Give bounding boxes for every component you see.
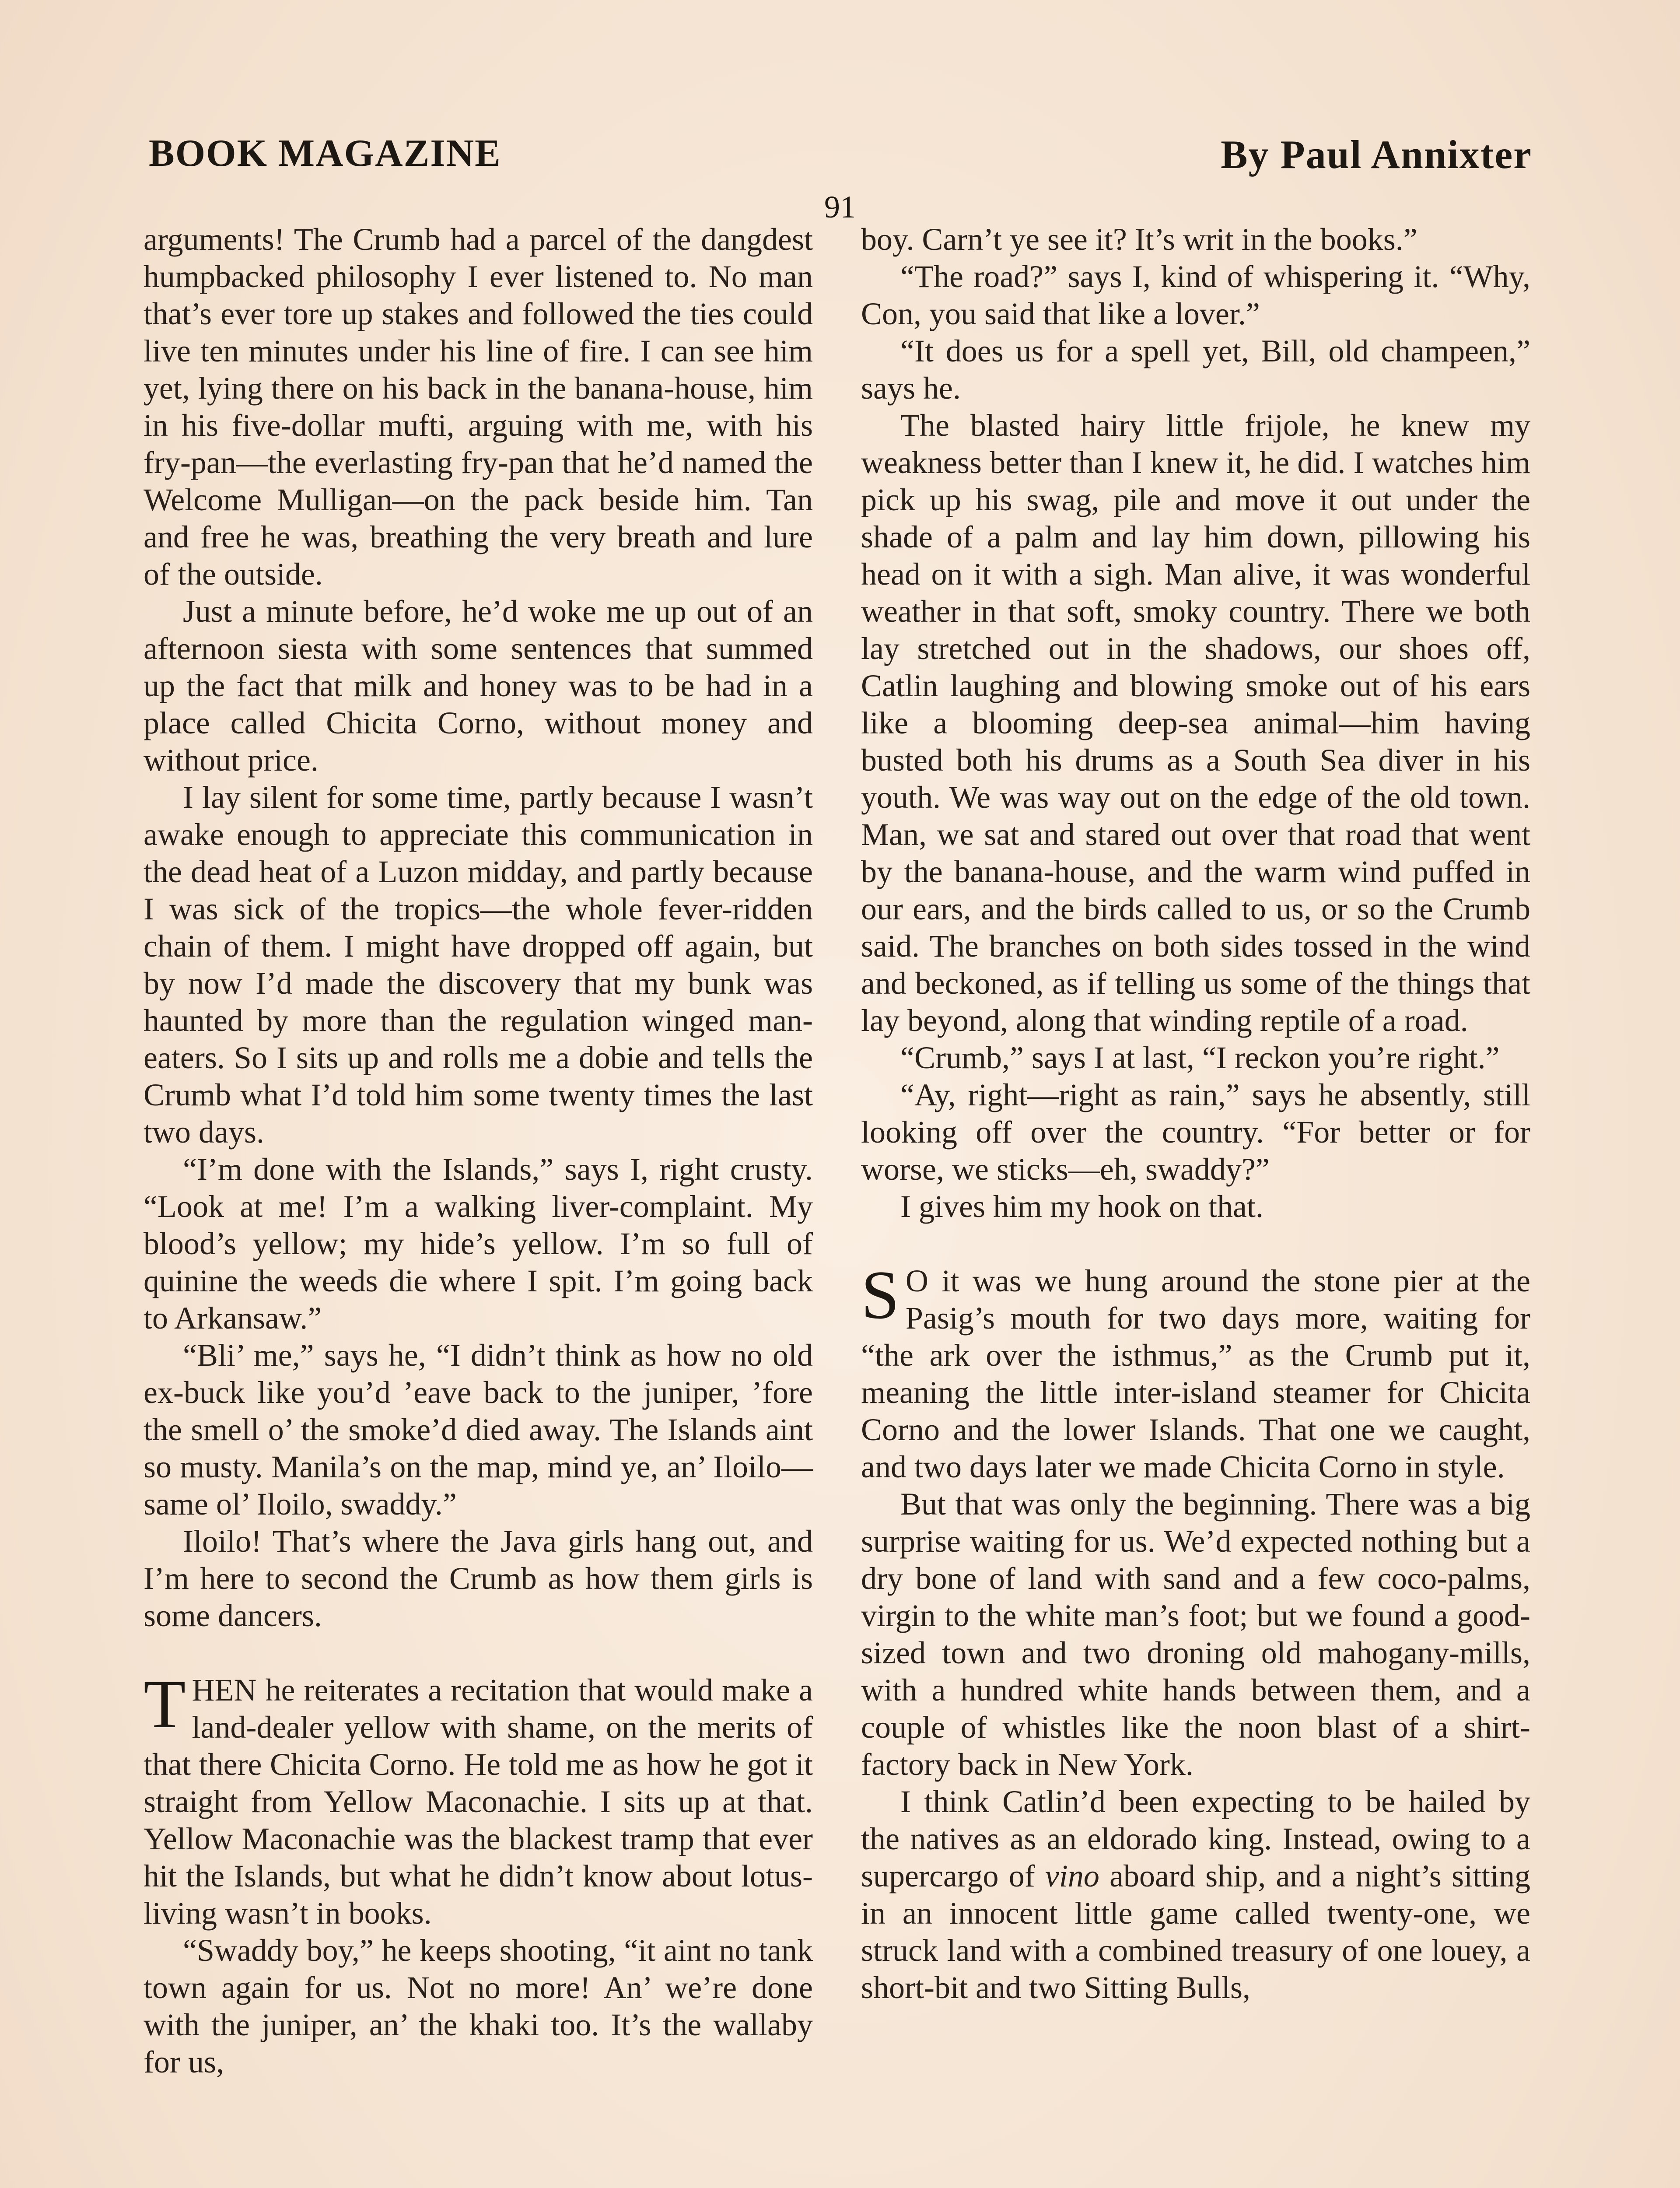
left-column [144, 221, 813, 2081]
paragraph-text: O it was we hung around the stone pier at the Pasig’s mouth for two days more, waiting for “the ark over the isthmus,” as the Crumb put it, meaning the little inter-island steamer for Chicita Corno and the lower Islands. That one we caught, and two days later we made Chicita Corno in style. [861, 1263, 1530, 1484]
paragraph-text: I think Catlin’d been expecting to be hailed by the natives as an eldorado king. Instead, owing to a supercargo of [861, 1784, 1530, 1893]
drop-cap: T [144, 1666, 186, 1743]
paragraph: “The road?” says I, kind of whispering it. “Why, Con, you said that like a lover.” [861, 259, 1530, 331]
paragraph: “I’m done with the Islands,” says I, right crusty. “Look at me! I’m a walking liver-complaint. My blood’s yellow; my hide’s yellow. I’m so full of quinine the weeds die where I spit. I’m going back to Arkansaw.” [144, 1152, 813, 1336]
paragraph: “Swaddy boy,” he keeps shooting, “it aint no tank town again for us. Not no more! An’ we’re done with the juniper, an’ the khaki too. It’s the wallaby for us, [144, 1933, 813, 2079]
paragraph-text: aboard ship, and a night’s sitting in an innocent little game called twenty-one, we struck land with a combined treasury of one louey, a short-bit and two Sitting Bulls, [861, 1858, 1530, 2005]
paragraph: “Ay, right—right as rain,” says he absently, still looking off over the country. “For better or for worse, we sticks—eh, swaddy?” [861, 1077, 1530, 1187]
paragraph: Just a minute before, he’d woke me up out of an afternoon siesta with some sentences that summed up the fact that milk and honey was to be had in a place called Chicita Corno, without money and without price. [144, 594, 813, 778]
page-number: 91 [824, 189, 856, 224]
paragraph [861, 1783, 1530, 2006]
paragraph: “Crumb,” says I at last, “I reckon you’re right.” [900, 1040, 1500, 1075]
paragraph-text: HEN he reiterates a recitation that would make a land-dealer yellow with shame, on the merits of that there Chicita Corno. He told me as how he got it straight from Yellow Maconachie. I sits up at that. Yellow Maconachie was the blackest tramp that ever hit the Islands, but what he didn’t know about lotus-living wasn’t in books. [144, 1673, 813, 1931]
right-column [861, 221, 1530, 2006]
paragraph: I gives him my hook on that. [900, 1189, 1264, 1224]
paragraph: “Bli’ me,” says he, “I didn’t think as how no old ex-buck like you’d ’eave back to the juniper, ’fore the smell o’ the smoke’d died away. The Islands aint so musty. Manila’s on the map, mind ye, an’ Iloilo—same ol’ Iloilo, swaddy.” [144, 1338, 813, 1522]
italic-word: vino [1045, 1858, 1099, 1893]
paragraph: The blasted hairy little frijole, he knew my weakness better than I knew it, he did. I watches him pick up his swag, pile and move it out under the shade of a palm and lay him down, pillowing his head on it with a sigh. Man alive, it was wonderful weather in that soft, smoky country. There we both lay stretched out in the shadows, our shoes off, Catlin laughing and blowing smoke out of his ears like a blooming deep-sea animal—him having busted both his drums as a South Sea diver in his youth. We was way out on the edge of the old town. Man, we sat and stared out over that road that went by the banana-house, and the warm wind puffed in our ears, and the birds called to us, or so the Crumb said. The branches on both sides tossed in the wind and beckoned, as if telling us some of the things that lay beyond, along that winding reptile of a road. [861, 408, 1530, 1038]
paragraph: But that was only the beginning. There was a big surprise waiting for us. We’d expected nothing but a dry bone of land with sand and a few coco-palms, virgin to the white man’s foot; but we found a good-sized town and two droning old mahogany-mills, with a hundred white hands between them, and a couple of whistles like the noon blast of a shirt-factory back in New York. [861, 1487, 1530, 1782]
section-paragraph [144, 1666, 813, 1932]
paragraph: arguments! The Crumb had a parcel of the dangdest humpbacked philosophy I ever listened to. No man that’s ever tore up stakes and followed the ties could live ten minutes under his line of fire. I can see him yet, lying there on his back in the banana-house, him in his five-dollar mufti, arguing with me, with his fry-pan—the everlasting fry-pan that he’d named the Welcome Mulligan—on the pack beside him. Tan and free he was, breathing the very breath and lure of the outside. [144, 222, 813, 592]
section-paragraph [861, 1257, 1530, 1486]
magazine-title: BOOK MAGAZINE [149, 132, 501, 175]
paragraph: Iloilo! That’s where the Java girls hang out, and I’m here to second the Crumb as how them girls is some dancers. [144, 1524, 813, 1633]
paragraph: boy. Carn’t ye see it? It’s writ in the books.” [861, 222, 1418, 257]
paragraph: I lay silent for some time, partly because I wasn’t awake enough to appreciate this communication in the dead heat of a Luzon midday, and partly because I was sick of the tropics—the whole fever-ridden chain of them. I might have dropped off again, but by now I’d made the discovery that my bunk was haunted by more than the regulation winged man-eaters. So I sits up and rolls me a dobie and tells the Crumb what I’d told him some twenty times the last two days. [144, 780, 813, 1150]
drop-cap: S [861, 1257, 900, 1333]
author-byline: By Paul Annixter [1221, 132, 1532, 177]
paragraph: “It does us for a spell yet, Bill, old champeen,” says he. [861, 333, 1530, 406]
